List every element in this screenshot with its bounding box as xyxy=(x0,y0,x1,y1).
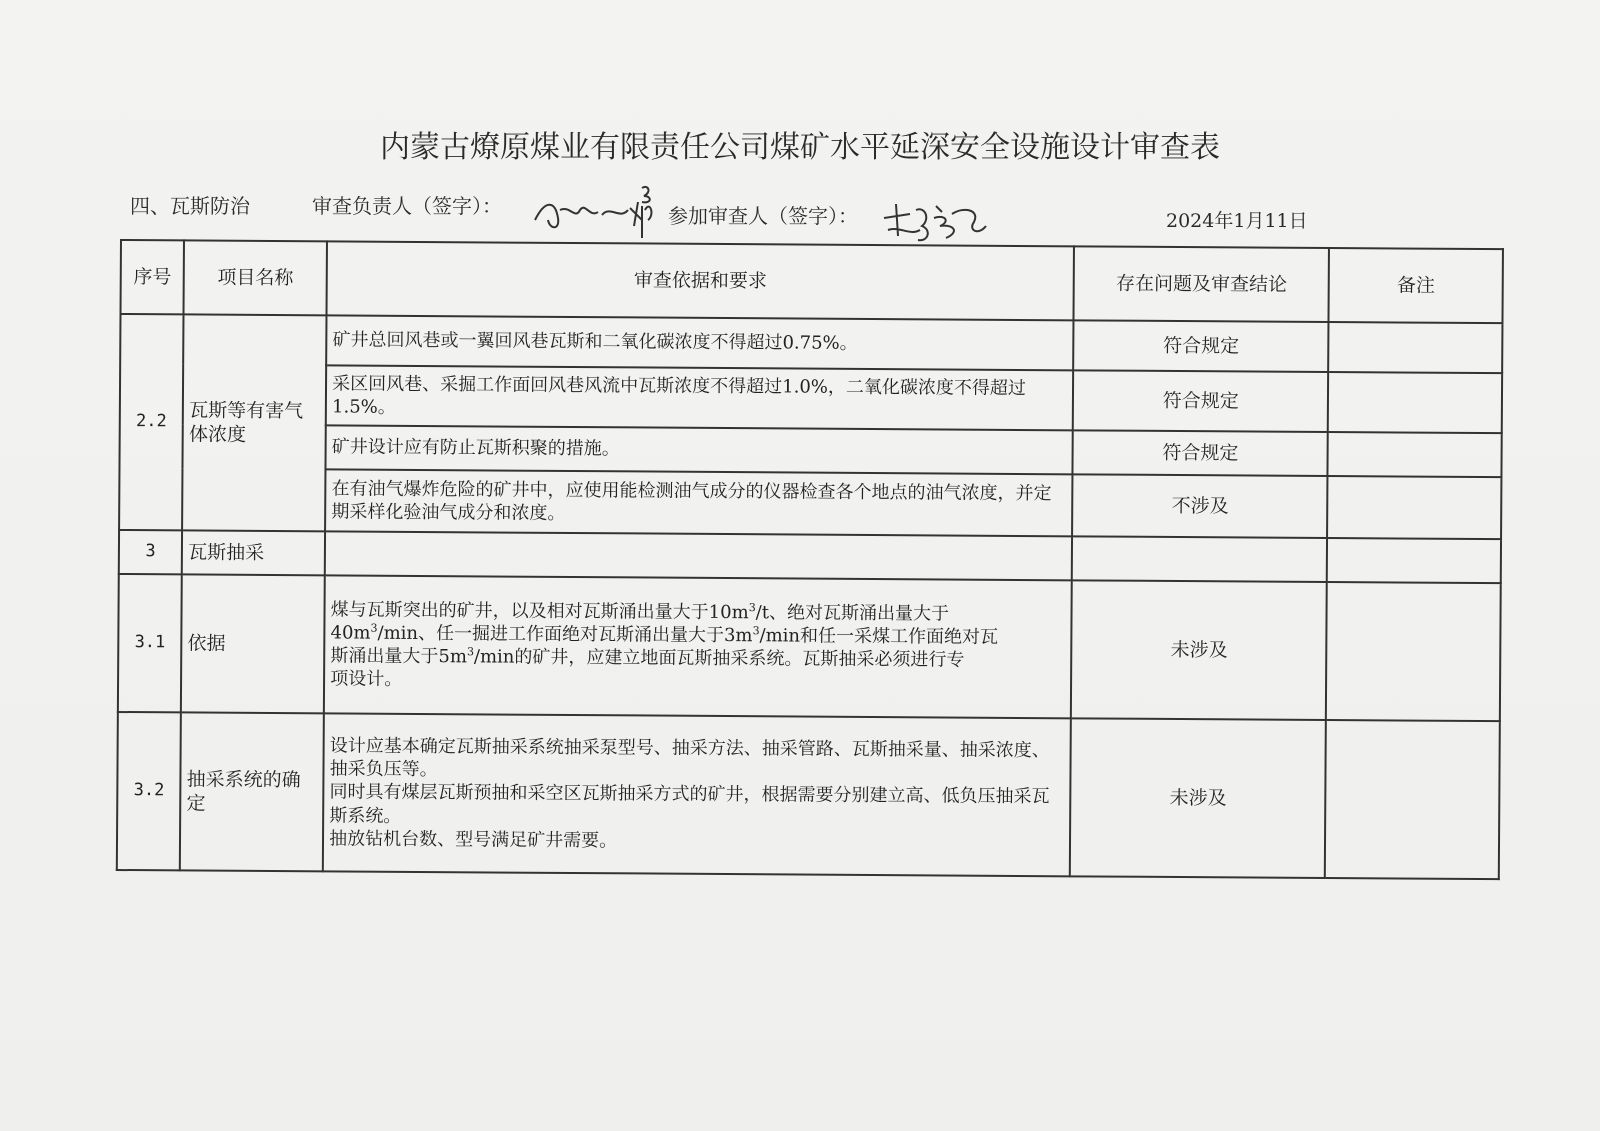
remarks-cell xyxy=(1327,538,1501,583)
requirement-text: 采区回风巷、采掘工作面回风巷风流中瓦斯浓度不得超过1.0%，二氧化碳浓度不得超过1.5%。 xyxy=(326,365,1074,430)
review-date: 2024年1月11日 xyxy=(1166,210,1308,232)
participant-signature xyxy=(880,196,990,248)
table-header-row xyxy=(121,240,1503,323)
reviewer-signature xyxy=(530,180,670,240)
conclusion-text: 不涉及 xyxy=(1072,474,1328,538)
row-item-name: 抽采系统的确定 xyxy=(180,712,324,871)
conclusion-text: 符合规定 xyxy=(1073,430,1328,476)
table-row xyxy=(120,314,1502,373)
table-row xyxy=(119,468,1501,539)
page-title: 内蒙古燎原煤业有限责任公司煤矿水平延深安全设施设计审查表 xyxy=(380,130,1220,165)
reviewer-label: 审查负责人（签字）： xyxy=(312,194,502,218)
row-number: 3.2 xyxy=(117,712,181,870)
requirement-text: 煤与瓦斯突出的矿井，以及相对瓦斯涌出量大于$10m^3/t$、绝对瓦斯涌出量大于 $40m^3/\min$、任一掘进工作面绝对瓦斯涌出量大于$3m^3/\min$和任一采煤工作面绝对瓦 斯涌出量大于$5m^3/\min$的矿井，应建立地面瓦斯抽采系统。瓦斯抽采必须进行专 项设计。 xyxy=(324,575,1072,718)
col-header-no: 序号 xyxy=(121,240,185,314)
remarks-cell xyxy=(1325,720,1500,879)
col-header-conclusion: 存在问题及审查结论 xyxy=(1074,246,1330,322)
table-row xyxy=(118,574,1501,721)
col-header-requirement: 审查依据和要求 xyxy=(327,241,1075,320)
conclusion-text: 符合规定 xyxy=(1073,320,1328,372)
requirement-text: 矿井设计应有防止瓦斯积聚的措施。 xyxy=(326,425,1073,474)
col-header-item: 项目名称 xyxy=(184,240,327,315)
section-label: 四、瓦斯防治 xyxy=(130,194,250,218)
requirement-text xyxy=(325,531,1072,580)
remarks-cell xyxy=(1327,476,1501,539)
conclusion-text: 未涉及 xyxy=(1070,718,1326,878)
row-number: 3 xyxy=(119,530,183,574)
remarks-cell xyxy=(1329,322,1503,373)
participant-label: 参加审查人（签字）： xyxy=(668,204,858,228)
conclusion-text: 符合规定 xyxy=(1073,370,1329,432)
row-item-name: 瓦斯抽采 xyxy=(182,530,325,575)
row-number: 3.1 xyxy=(118,574,182,712)
table-row xyxy=(117,712,1500,879)
requirement-text: 在有油气爆炸危险的矿井中，应使用能检测油气成分的仪器检查各个地点的油气浓度，并定期采样化验油气成分和浓度。 xyxy=(325,469,1073,536)
row-number: 2.2 xyxy=(119,314,184,530)
requirement-text: 设计应基本确定瓦斯抽采系统抽采泵型号、抽采方法、抽采管路、瓦斯抽采量、抽采浓度、抽采负压等。 同时具有煤层瓦斯预抽和采空区瓦斯抽采方式的矿井，根据需要分别建立高、低负压抽采瓦斯系统。 抽放钻机台数、型号满足矿井需要。 xyxy=(323,713,1071,876)
review-table xyxy=(116,239,1504,880)
conclusion-text xyxy=(1072,536,1327,582)
remarks-cell xyxy=(1326,582,1500,721)
table-row xyxy=(120,364,1502,433)
remarks-cell xyxy=(1328,372,1502,433)
row-item-name: 依据 xyxy=(181,574,325,713)
requirement-text: 矿井总回风巷或一翼回风巷瓦斯和二氧化碳浓度不得超过0.75%。 xyxy=(326,315,1073,370)
col-header-remarks: 备注 xyxy=(1329,248,1503,323)
row-item-name: 瓦斯等有害气体浓度 xyxy=(182,314,326,531)
remarks-cell xyxy=(1328,432,1502,477)
conclusion-text: 未涉及 xyxy=(1071,580,1327,720)
